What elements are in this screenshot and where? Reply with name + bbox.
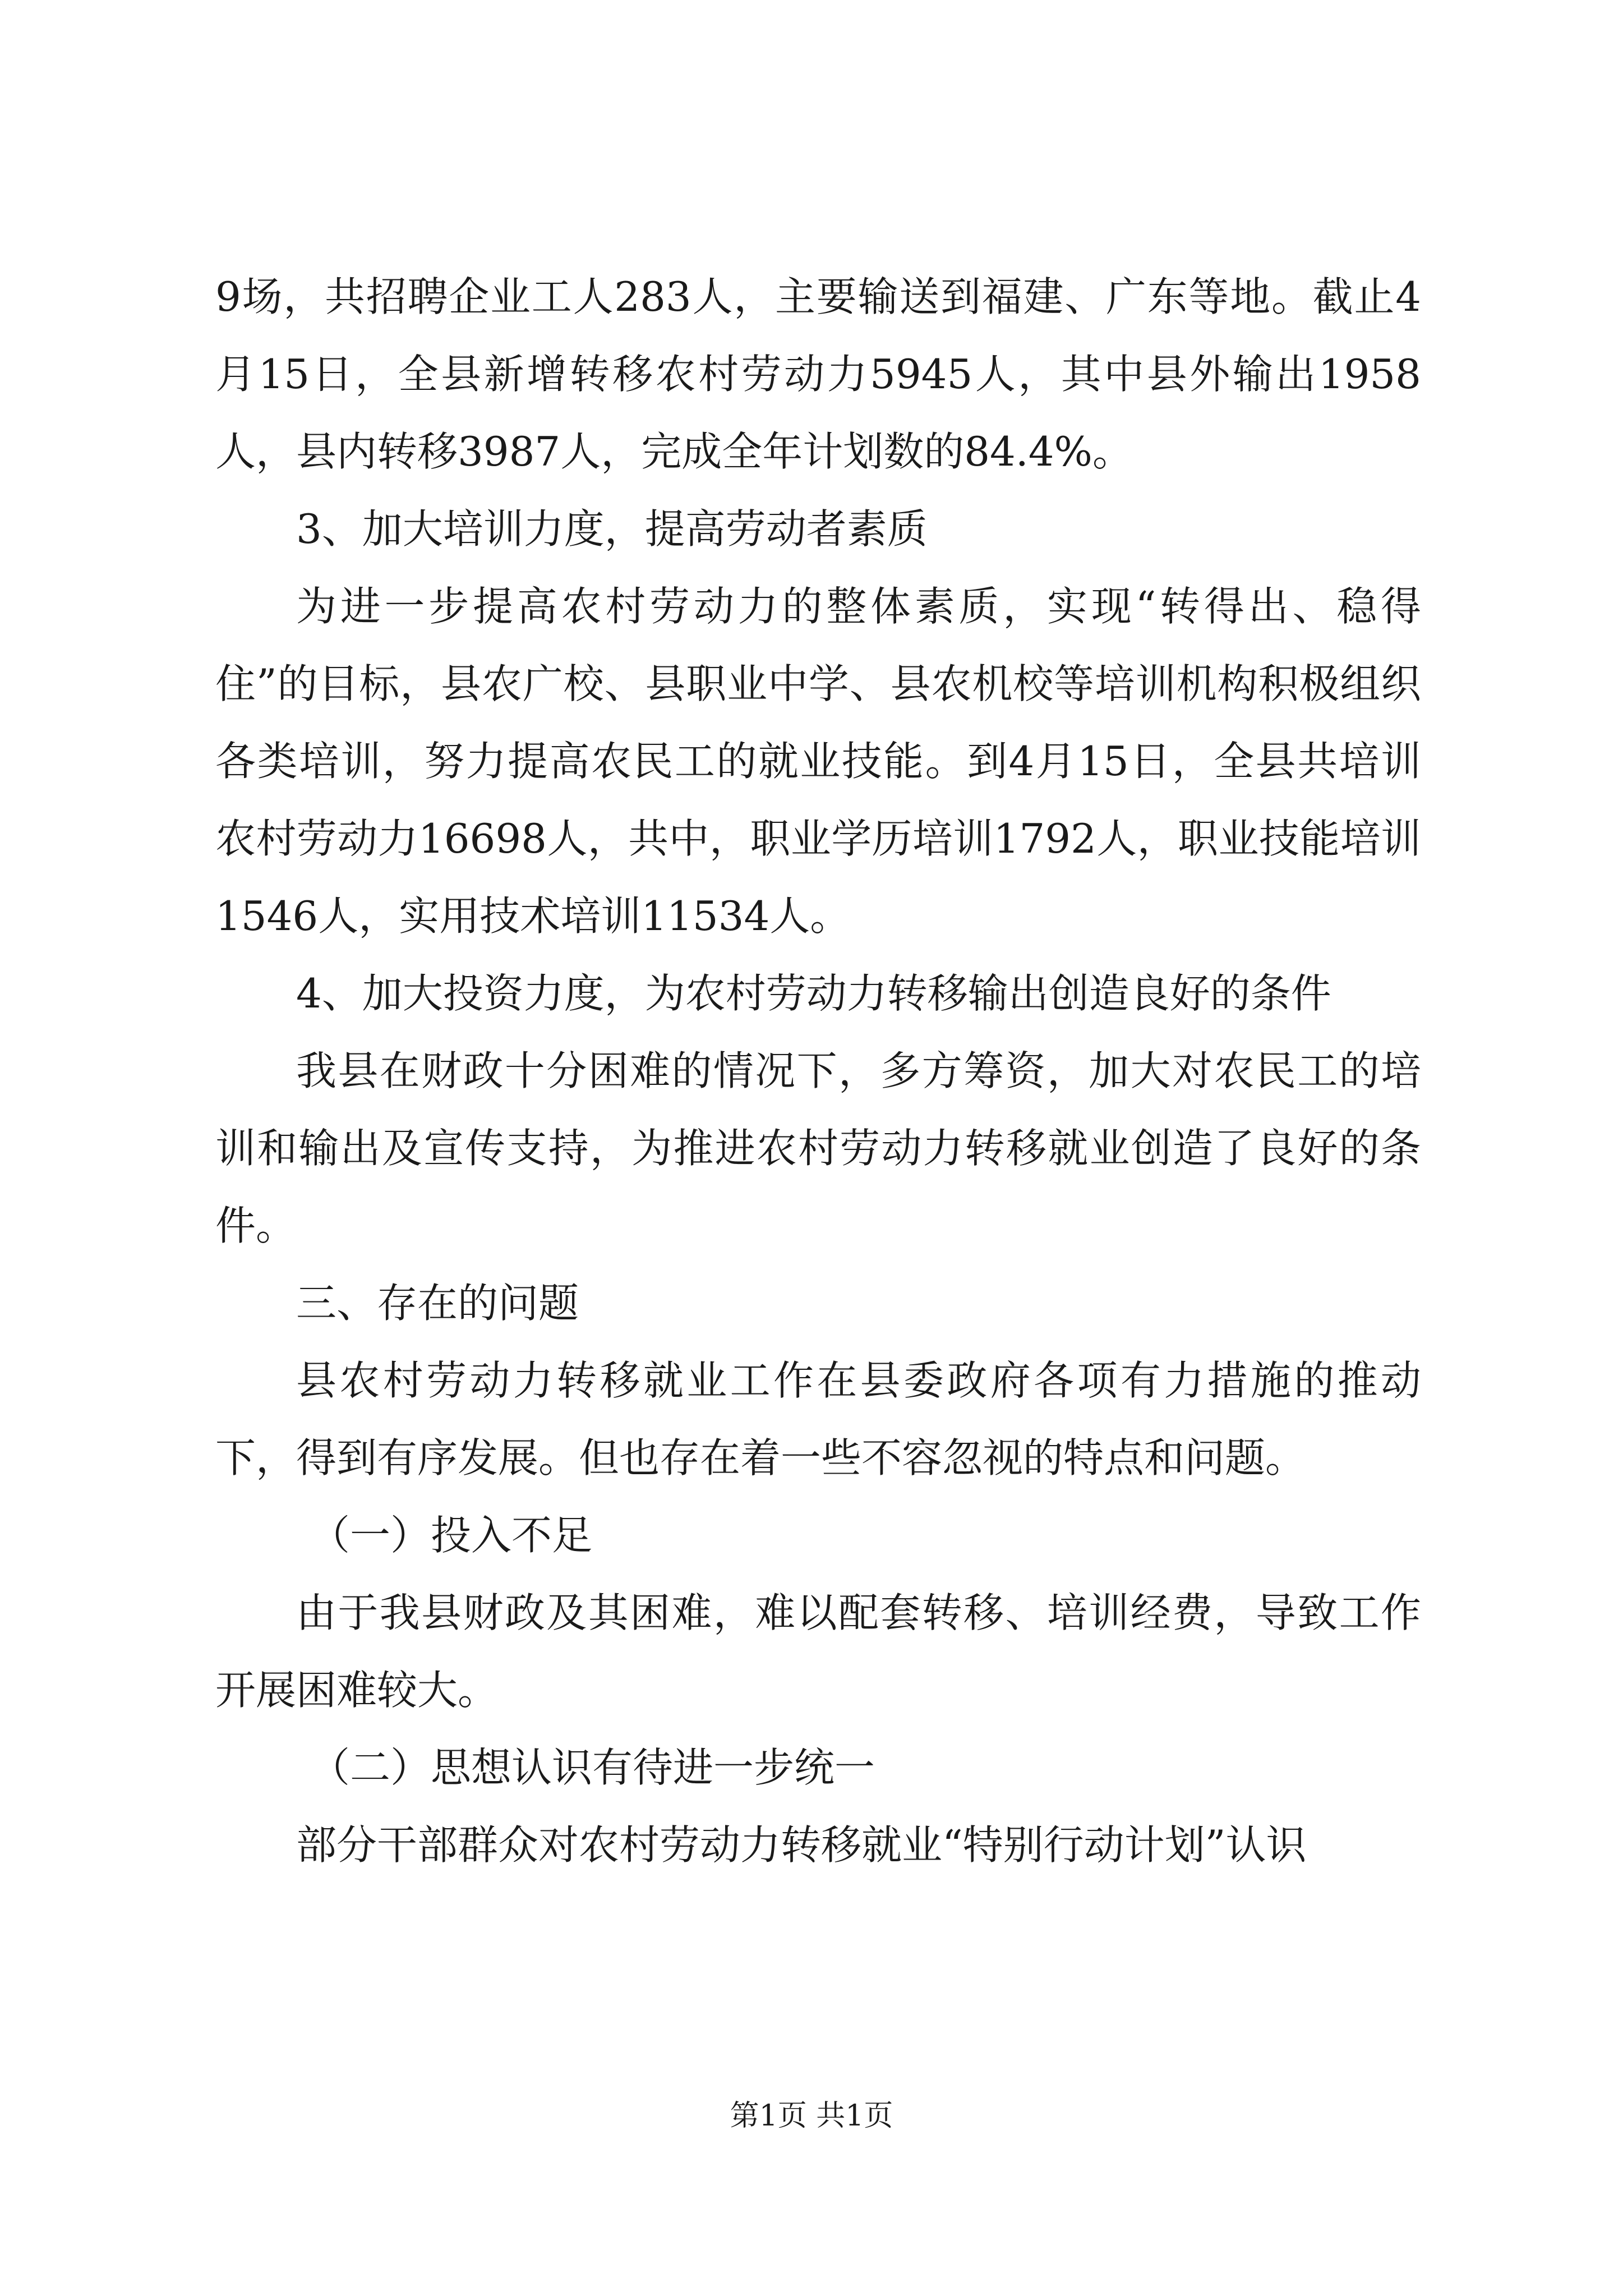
section-heading-4: 4、加大投资力度，为农村劳动力转移输出创造良好的条件	[296, 970, 1331, 1017]
page-footer: 第1页 共1页	[730, 2099, 893, 2133]
section-heading-3: 3、加大培训力度，提高劳动者素质	[296, 505, 928, 553]
subheading-insufficient-input: （一）投入不足	[310, 1512, 593, 1559]
paragraph-insufficient-input: 由于我县财政及其困难，难以配套转移、培训经费，导致工作开展困难较大。	[215, 1589, 1421, 1714]
document-body	[215, 258, 1421, 1884]
paragraph-cadres-awareness: 部分干部群众对农村劳动力转移就业“特别行动计划”认识	[296, 1821, 1307, 1869]
paragraph-training: 为进一步提高农村劳动力的整体素质，实现“转得出、稳得住”的目标，县农广校、县职业中学、县农机校等培训机构积极组织各类培训，努力提高农民工的就业技能。到4月15日，全县共培训农村劳动力16698人，共中，职业学历培训1792人，职业技能培训1546人，实用技术培训11534人。	[215, 583, 1421, 940]
paragraph-investment: 我县在财政十分困难的情况下，多方筹资，加大对农民工的培训和输出及宣传支持，为推进农村劳动力转移就业创造了良好的条件。	[215, 1047, 1421, 1249]
section-heading-problems: 三、存在的问题	[296, 1280, 579, 1327]
subheading-thinking-unification: （二）思想认识有待进一步统一	[310, 1744, 875, 1791]
paragraph-problems-intro: 县农村劳动力转移就业工作在县委政府各项有力措施的推动下，得到有序发展。但也存在着一些不容忽视的特点和问题。	[215, 1357, 1421, 1481]
paragraph-continued: 9场，共招聘企业工人283人，主要输送到福建、广东等地。截止4月15日，全县新增转移农村劳动力5945人，其中县外输出1958人，县内转移3987人，完成全年计划数的84.4%。	[215, 273, 1421, 475]
